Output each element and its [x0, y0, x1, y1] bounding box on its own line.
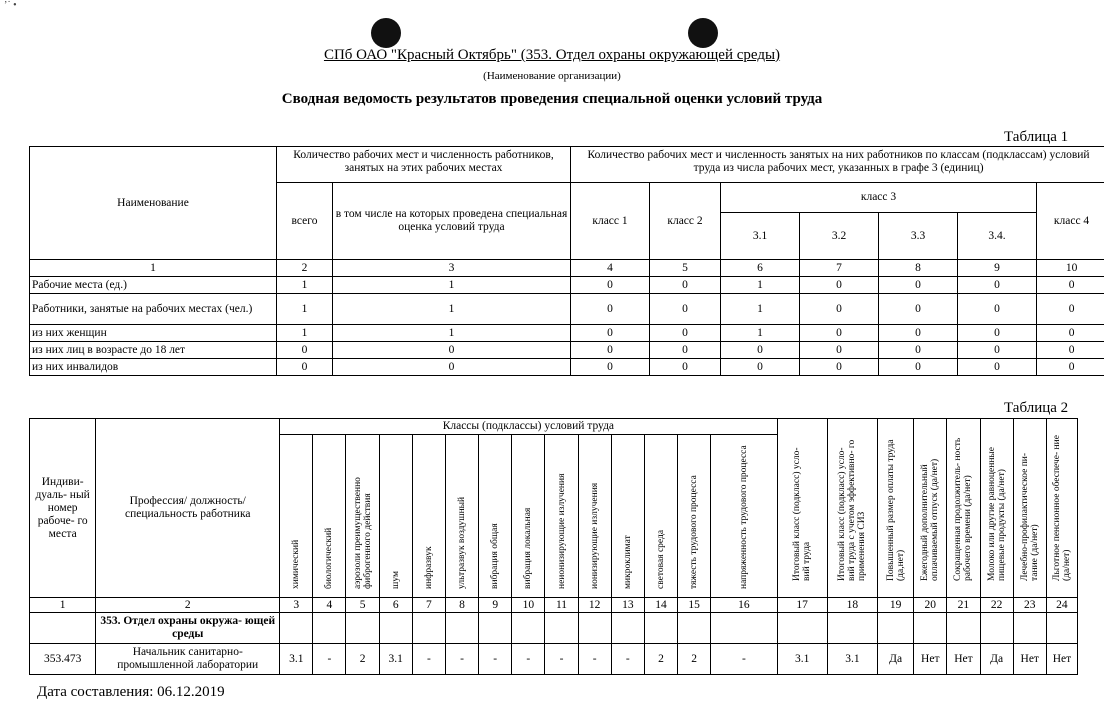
t2-header-vacation: Ежегодный дополнительный оплачиваемый отпуск (да/нет) — [914, 419, 947, 598]
table-row — [30, 342, 1104, 359]
t1-header-total: всего — [277, 183, 333, 260]
t2-colnum-12: 12 — [578, 598, 611, 613]
t1-cell: 0 — [571, 294, 650, 325]
t1-cell: 1 — [333, 294, 571, 325]
t1-cell: 0 — [879, 342, 958, 359]
t2-colnum-3: 3 — [280, 598, 313, 613]
t2-colnum-18: 18 — [827, 598, 877, 613]
t2-cell: Нет — [914, 644, 947, 675]
t1-colnum-10: 10 — [1037, 260, 1104, 277]
t1-cell: 0 — [958, 342, 1037, 359]
t1-cell: 1 — [333, 277, 571, 294]
t1-cell: 0 — [958, 359, 1037, 376]
t2-cell: 2 — [678, 644, 711, 675]
t1-row-name: из них инвалидов — [30, 359, 277, 376]
t1-cell: 0 — [333, 359, 571, 376]
t1-cell: 0 — [721, 359, 800, 376]
t2-header-nutrition: Лечебно-профилактическое пи- тание (да/нет) — [1013, 419, 1046, 598]
t2-colnum-22: 22 — [980, 598, 1013, 613]
t1-colnum-6: 6 — [721, 260, 800, 277]
t1-cell: 0 — [1037, 325, 1104, 342]
t1-sub-3-3: 3.3 — [879, 213, 958, 260]
t1-cell: 1 — [721, 277, 800, 294]
t2-cell: - — [611, 644, 644, 675]
t2-body — [30, 644, 1078, 675]
t2-factor-header: биологический — [313, 435, 346, 598]
t1-cell: 0 — [650, 277, 721, 294]
t1-cell: 0 — [800, 325, 879, 342]
t2-header-id: Индиви- дуаль- ный номер рабоче- го места — [30, 419, 96, 598]
t2-header-milk: Молоко или другие равноценные пищевые продукты (да/нет) — [980, 419, 1013, 598]
t2-cell: - — [313, 644, 346, 675]
t1-header-class2: класс 2 — [650, 183, 721, 260]
t1-cell: 1 — [721, 294, 800, 325]
t1-column-numbers — [30, 260, 1104, 277]
t2-cell: - — [479, 644, 512, 675]
t1-cell: 0 — [721, 342, 800, 359]
t1-cell: 0 — [958, 325, 1037, 342]
t1-cell: 1 — [721, 325, 800, 342]
organization-name: СПб ОАО "Красный Октябрь" (353. Отдел охраны окружающей среды) — [323, 47, 781, 63]
t2-colnum-21: 21 — [947, 598, 980, 613]
t1-cell: 0 — [800, 342, 879, 359]
t2-colnum-24: 24 — [1046, 598, 1077, 613]
t1-header-class1: класс 1 — [571, 183, 650, 260]
t2-cell: - — [512, 644, 545, 675]
t2-cell: Да — [980, 644, 1013, 675]
table-row — [30, 294, 1104, 325]
t1-cell: 0 — [800, 359, 879, 376]
t1-cell: 0 — [879, 277, 958, 294]
t2-colnum-8: 8 — [445, 598, 478, 613]
t2-cell: - — [711, 644, 777, 675]
t1-colnum-1: 1 — [30, 260, 277, 277]
t1-colnum-8: 8 — [879, 260, 958, 277]
t1-cell: 0 — [958, 294, 1037, 325]
t1-cell: 0 — [277, 359, 333, 376]
t2-cell: - — [412, 644, 445, 675]
t1-cell: 0 — [571, 325, 650, 342]
t2-profession: Начальник санитарно- промышленной лаборатории — [96, 644, 280, 675]
t1-header-class3: класс 3 — [721, 183, 1037, 213]
table-row — [30, 359, 1104, 376]
t2-factor-header: химический — [280, 435, 313, 598]
t1-colnum-7: 7 — [800, 260, 879, 277]
punch-hole-right — [688, 18, 718, 48]
t1-header-assessed: в том числе на которых проведена специальная оценка условий труда — [333, 183, 571, 260]
t2-cell: 3.1 — [777, 644, 827, 675]
t1-cell: 1 — [333, 325, 571, 342]
t1-colnum-9: 9 — [958, 260, 1037, 277]
t1-cell: 0 — [879, 294, 958, 325]
t1-cell: 0 — [571, 342, 650, 359]
t2-colnum-23: 23 — [1013, 598, 1046, 613]
t2-header-final-class-siz: Итоговый класс (подкласс) усло- вий труда с учетом эффективно- го применения СИЗ — [827, 419, 877, 598]
t1-cell: 0 — [650, 294, 721, 325]
t2-factor-header: вибрация локальная — [512, 435, 545, 598]
t2-factor-header: ионизирующие излучения — [578, 435, 611, 598]
t1-colnum-4: 4 — [571, 260, 650, 277]
t2-header-pension: Льготное пенсионное обеспече- ние (да/нет) — [1046, 419, 1077, 598]
t1-cell: 0 — [800, 294, 879, 325]
t2-factor-header: ультразвук воздушный — [445, 435, 478, 598]
organization-caption: (Наименование организации) — [483, 70, 621, 82]
t2-colnum-5: 5 — [346, 598, 379, 613]
t1-cell: 0 — [1037, 294, 1104, 325]
t1-header-name: Наименование — [30, 147, 277, 260]
t2-section-empty — [30, 613, 96, 644]
t1-header-classes: Количество рабочих мест и численность занятых на них работников по классам (подклассам) условий труда из числа рабочих мест, указанных в графе 3 (единиц) — [571, 147, 1104, 183]
t1-body — [30, 277, 1104, 376]
t2-header-hours: Сокращенная продолжитель- ность рабочего времени (да/нет) — [947, 419, 980, 598]
t1-row-name: из них лиц в возрасте до 18 лет — [30, 342, 277, 359]
summary-table — [29, 146, 1104, 376]
t1-cell: 0 — [650, 325, 721, 342]
t2-cell: Да — [878, 644, 914, 675]
t2-section-name: 353. Отдел охраны окружа- ющей среды — [96, 613, 280, 644]
t1-cell: 1 — [277, 277, 333, 294]
table-row — [30, 644, 1078, 675]
t1-colnum-3: 3 — [333, 260, 571, 277]
t1-cell: 0 — [571, 277, 650, 294]
t1-colnum-5: 5 — [650, 260, 721, 277]
t1-cell: 0 — [571, 359, 650, 376]
t2-colnum-2: 2 — [96, 598, 280, 613]
workplace-table — [29, 418, 1078, 675]
t2-colnum-11: 11 — [545, 598, 578, 613]
t1-cell: 1 — [277, 325, 333, 342]
t1-cell: 0 — [1037, 342, 1104, 359]
t2-factor-header: напряженность трудового процесса — [711, 435, 777, 598]
t1-cell: 0 — [650, 342, 721, 359]
t1-cell: 0 — [800, 277, 879, 294]
t2-workplace-id: 353.473 — [30, 644, 96, 675]
t2-header-classes: Классы (подклассы) условий труда — [280, 419, 777, 435]
t2-colnum-1: 1 — [30, 598, 96, 613]
t2-colnum-13: 13 — [611, 598, 644, 613]
t1-cell: 0 — [1037, 359, 1104, 376]
t2-colnum-20: 20 — [914, 598, 947, 613]
t2-header-final-class: Итоговый класс (подкласс) усло- вий труда — [777, 419, 827, 598]
compilation-date: Дата составления: 06.12.2019 — [37, 684, 225, 700]
t1-cell: 1 — [277, 294, 333, 325]
t2-cell: Нет — [1013, 644, 1046, 675]
t1-sub-3-4: 3.4. — [958, 213, 1037, 260]
table-row — [30, 277, 1104, 294]
t2-colnum-19: 19 — [878, 598, 914, 613]
t2-header-pay: Повышенный размер оплаты труда (да,нет) — [878, 419, 914, 598]
t2-factor-header: неионизирующие излучения — [545, 435, 578, 598]
t2-colnum-7: 7 — [412, 598, 445, 613]
scan-marks: ’˙ • — [4, 0, 17, 11]
t2-cell: - — [445, 644, 478, 675]
t2-colnum-15: 15 — [678, 598, 711, 613]
punch-hole-left — [371, 18, 401, 48]
t1-cell: 0 — [879, 325, 958, 342]
t1-header-class4: класс 4 — [1037, 183, 1104, 260]
t1-cell: 0 — [277, 342, 333, 359]
t2-cell: 2 — [346, 644, 379, 675]
t1-row-name: Рабочие места (ед.) — [30, 277, 277, 294]
t1-sub-3-2: 3.2 — [800, 213, 879, 260]
table-row — [30, 325, 1104, 342]
t2-colnum-14: 14 — [644, 598, 677, 613]
t2-section-row — [30, 613, 1078, 644]
t2-header-profession: Профессия/ должность/ специальность работника — [96, 419, 280, 598]
t2-colnum-4: 4 — [313, 598, 346, 613]
t2-cell: 2 — [644, 644, 677, 675]
t2-cell: 3.1 — [827, 644, 877, 675]
t2-colnum-16: 16 — [711, 598, 777, 613]
t2-colnum-17: 17 — [777, 598, 827, 613]
t1-cell: 0 — [879, 359, 958, 376]
t1-row-name: Работники, занятые на рабочих местах (чел.) — [30, 294, 277, 325]
t2-cell: - — [578, 644, 611, 675]
t2-cell: Нет — [1046, 644, 1077, 675]
t2-cell: 3.1 — [280, 644, 313, 675]
t1-header-count: Количество рабочих мест и численность работников, занятых на этих рабочих местах — [277, 147, 571, 183]
t2-colnum-10: 10 — [512, 598, 545, 613]
t2-column-numbers — [30, 598, 1078, 613]
t1-cell: 0 — [333, 342, 571, 359]
t2-factor-header: шум — [379, 435, 412, 598]
t1-colnum-2: 2 — [277, 260, 333, 277]
table1-label: Таблица 1 — [1004, 129, 1069, 145]
t2-factor-header: инфразвук — [412, 435, 445, 598]
document-title: Сводная ведомость результатов проведения специальной оценки условий труда — [281, 91, 823, 107]
t2-colnum-6: 6 — [379, 598, 412, 613]
t1-cell: 0 — [958, 277, 1037, 294]
t2-factor-header: тяжесть трудового процесса — [678, 435, 711, 598]
t2-colnum-9: 9 — [479, 598, 512, 613]
t2-factor-header: световая среда — [644, 435, 677, 598]
t2-factor-header: микроклимат — [611, 435, 644, 598]
t1-cell: 0 — [1037, 277, 1104, 294]
t2-cell: Нет — [947, 644, 980, 675]
t1-cell: 0 — [650, 359, 721, 376]
t1-row-name: из них женщин — [30, 325, 277, 342]
table2-label: Таблица 2 — [1004, 400, 1069, 416]
t2-factor-header: аэрозоли преимущественно фиброгенного действия — [346, 435, 379, 598]
t2-cell: 3.1 — [379, 644, 412, 675]
t2-factor-header: вибрация общая — [479, 435, 512, 598]
t1-sub-3-1: 3.1 — [721, 213, 800, 260]
t2-cell: - — [545, 644, 578, 675]
